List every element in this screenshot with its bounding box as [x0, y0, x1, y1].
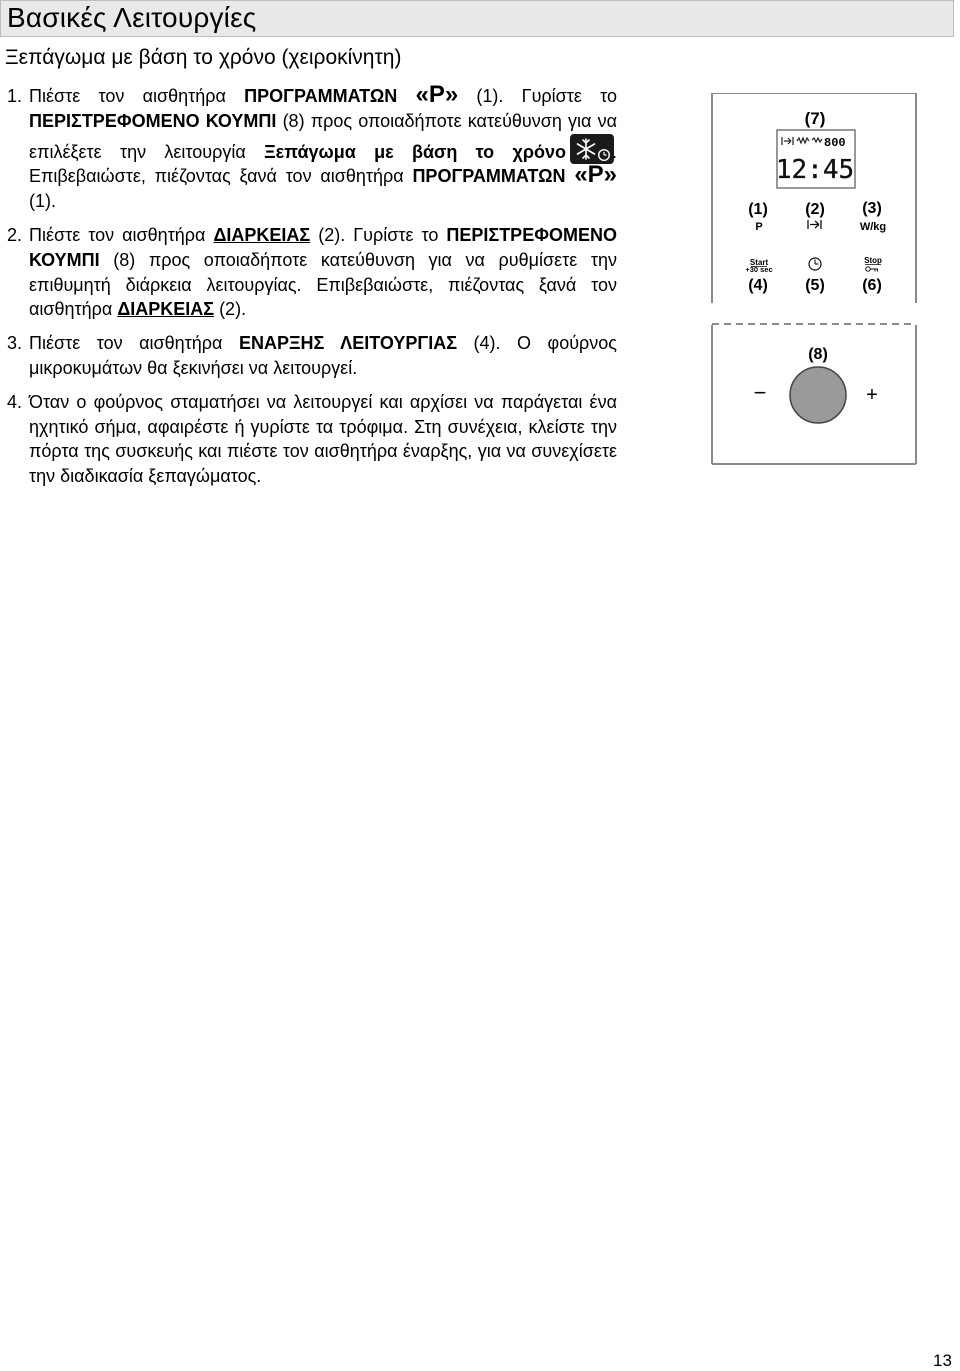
step-4: 4. Όταν ο φούρνος σταματήσει να λειτουργεί και αρχίσει να παράγεται ένα ηχητικό σήμα, αφαιρέστε ή γυρίστε τα τρόφιμα. Στη συνέχεια, κλείστε την πόρτα της συσκευής και πιέστε τον αισθητήρα έναρξης, για να συνεχίσετε την διαδικασία ξεπαγώματος.: [7, 391, 617, 487]
start-30sec-text: +30 sec: [745, 265, 773, 274]
defrost-time-icon: [570, 134, 614, 164]
title-bar: [0, 0, 954, 37]
step-number: 2.: [7, 224, 23, 245]
rotary-knob[interactable]: [790, 367, 846, 423]
button-2-label: (2): [805, 201, 825, 218]
display-label: (7): [804, 109, 826, 128]
button-6-label: (6): [862, 277, 882, 294]
knob-plus: +: [866, 384, 878, 406]
program-button[interactable]: P: [755, 221, 763, 233]
step-2: 2. Πιέστε τον αισθητήρα ΔΙΑΡΚΕΙΑΣ (2). Γυρίστε το ΠΕΡΙΣΤΡΕΦΟΜΕΝΟ ΚΟΥΜΠΙ (8) προς οποιαδήποτε κατεύθυνση για να ρυθμίσετε την επιθυμητή διάρκεια λειτουργίας. Επιβεβαιώστε, πιέζοντας ξανά τον αισθητήρα ΔΙΑΡΚΕΙΑΣ (2).: [7, 224, 617, 320]
display-mode-icons: [782, 137, 822, 145]
start-button[interactable]: Start: [749, 258, 769, 267]
step-number: 4.: [7, 391, 23, 412]
page-title: Βασικές Λειτουργίες: [7, 2, 257, 33]
stop-button[interactable]: Stop: [864, 256, 882, 265]
display-time: 12:45: [775, 155, 855, 185]
step-number: 3.: [7, 333, 23, 354]
button-3-label: (3): [862, 200, 882, 217]
knob-label: (8): [808, 346, 828, 363]
button-1-label: (1): [748, 201, 768, 218]
knob-minus: −: [753, 380, 767, 405]
display-weight: 800: [824, 136, 846, 150]
instruction-steps: [7, 81, 618, 498]
key-lock-icon: [866, 267, 878, 272]
page-number: 13: [933, 1351, 952, 1370]
section-subtitle: Ξεπάγωμα με βάση το χρόνο (χειροκίνητη): [5, 46, 402, 69]
button-4-label: (4): [748, 277, 768, 294]
step-number: 1.: [7, 86, 23, 106]
clock-button-icon[interactable]: [809, 258, 821, 270]
weight-button[interactable]: W/kg: [859, 221, 887, 233]
step-3: 3. Πιέστε τον αισθητήρα ΕΝΑΡΞΗΣ ΛΕΙΤΟΥΡΓΙΑΣ (4). Ο φούρνος μικροκυμάτων θα ξεκινήσει να λειτουργεί.: [7, 333, 617, 378]
button-5-label: (5): [805, 277, 825, 294]
step-1: 1. Πιέστε τον αισθητήρα ΠΡΟΓΡΑΜΜΑΤΩΝ «P» (1). Γυρίστε το ΠΕΡΙΣΤΡΕΦΟΜΕΝΟ ΚΟΥΜΠΙ (8) προς οποιαδήποτε κατεύθυνση για να επιλέξετε την λειτουργία Ξεπάγωμα με βάση το χρόνο . Επιβεβαιώστε, πιέζοντας ξανά τον αισθητήρα ΠΡΟΓΡΑΜΜΑΤΩΝ «P» (1).: [7, 81, 618, 212]
control-panel-svg: [711, 93, 917, 465]
duration-button-icon[interactable]: [808, 220, 821, 229]
control-panel-diagram: [711, 93, 917, 465]
